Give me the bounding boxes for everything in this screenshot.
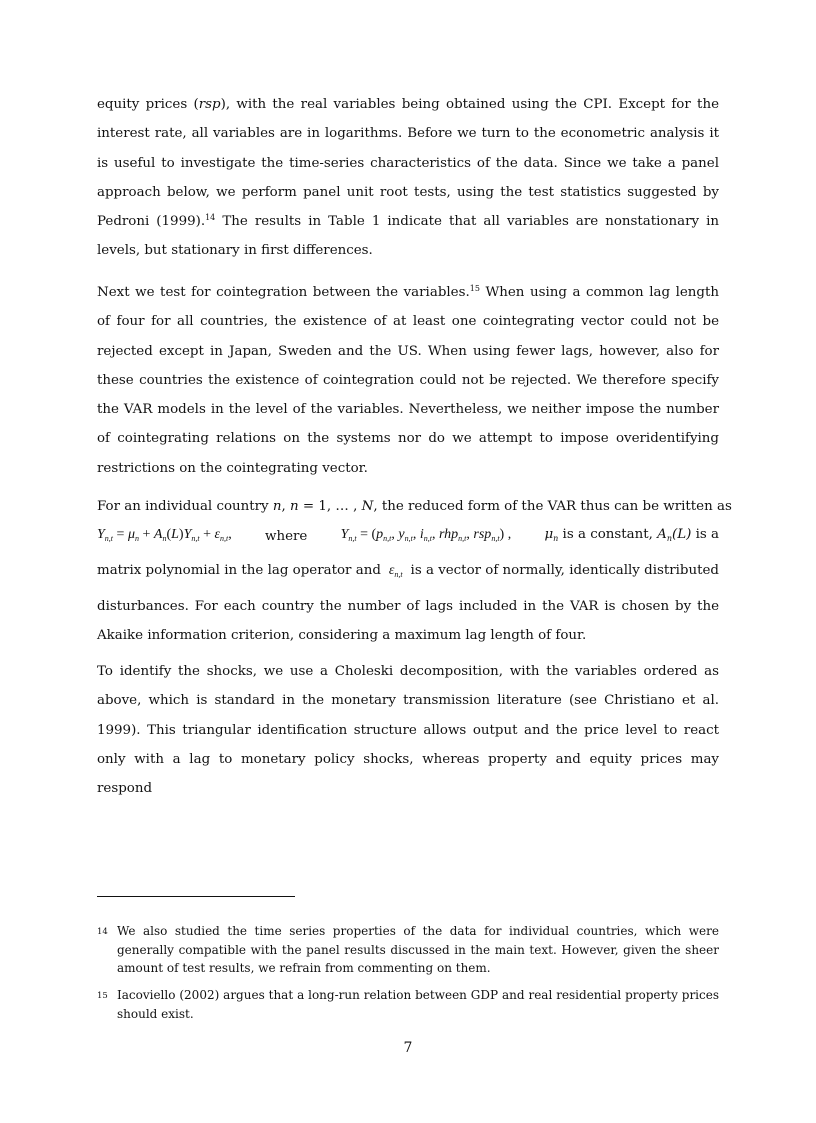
subscript-n: n <box>666 534 672 543</box>
paragraph-2 <box>97 278 719 483</box>
footnote-ref-14[interactable]: 14 <box>205 213 216 223</box>
footnote-number: 14 <box>97 927 108 937</box>
text-run: , <box>281 499 291 514</box>
paragraph-1 <box>97 90 719 266</box>
var-equation-line <box>97 522 719 551</box>
footnote-separator <box>97 896 295 897</box>
page-number: 7 <box>403 1040 413 1056</box>
text-run: matrix polynomial in the lag operator and <box>97 563 381 578</box>
footnote-text: Iacoviello (2002) argues that a long-run relation between GDP and real residential property prices should exist. <box>117 988 719 1021</box>
var-equation: $Y_{n,t} = \mu_n + A_n(L)Y_{n,t} + \varepsilon_{n,t}$, <box>97 527 232 543</box>
text-run: is a <box>691 527 719 542</box>
y-vector-definition: $Y_{n,t} = (p_{n,t}$, $y_{n,t}$, $i_{n,t}$, rhp$_{n,t}$, rsp$_{n,t}$) , <box>340 527 512 543</box>
footnote-ref-15[interactable]: 15 <box>469 284 480 293</box>
variable-A: A <box>657 527 667 542</box>
text-run: equity prices ( <box>97 97 199 112</box>
text-run: ), with the real variables being obtained using the CPI. Except for the interest rate, all variables are in logarithms. Before we turn to the econometric analysis it is useful to investigate the time-series characteristics of the data. Since we take a panel approach below, we perform panel unit root tests, using the test statistics suggested by Pedroni (1999). <box>97 97 719 230</box>
footnote-number: 15 <box>97 991 108 1001</box>
text-run: The results in Table 1 indicate that all variables are nonstationary in levels, but stationary in first differences. <box>97 214 719 259</box>
text-run: , the reduced form of the VAR thus can be written as <box>373 499 732 514</box>
text-run: Next we test for cointegration between the variables. <box>97 285 470 300</box>
footnote-14 <box>97 922 719 978</box>
paragraph-4: To identify the shocks, we use a Choleski decomposition, with the variables ordered as above, which is standard in the monetary transmission literature (see Christiano et al. 1999). This triangular identification structure allows output and the price level to react only with a lag to monetary policy shocks, whereas property and equity prices may respond <box>97 664 719 797</box>
mu-description: $\mu_n$ is a constant, $A_n(L)$ is a <box>544 527 719 543</box>
paragraph-3-rest: disturbances. For each country the number of lags included in the VAR is chosen by the Akaike information criterion, considering a maximum lag length of four. <box>97 599 719 644</box>
footnote-15 <box>97 986 719 1023</box>
variable-rsp: rsp <box>198 97 221 112</box>
text-run: When using a common lag length of four for all countries, the existence of at least one cointegrating vector could not be rejected except in Japan, Sweden and the US. When using fewer lags, however, also for these countries the existence of cointegration could not be rejected. We therefore specify the VAR models in the level of the variables. Nevertheless, we neither impose the number of cointegrating relations on the systems nor do we attempt to impose overidentifying restrictions on the cointegrating vector. <box>97 285 719 476</box>
text-run: For an individual country <box>97 499 273 514</box>
variable-n: n <box>290 499 299 514</box>
text-run: = 1, … , <box>298 499 362 514</box>
variable-n: n <box>272 499 282 514</box>
text-run: is a constant, <box>558 527 658 542</box>
epsilon-symbol: $\varepsilon_{n,t}$ <box>388 563 403 579</box>
variable-L: (L) <box>671 527 692 542</box>
variable-N: N <box>361 499 374 514</box>
text-run: where <box>265 529 308 544</box>
footnote-text: We also studied the time series properties of the data for individual countries, which were generally compatible with the panel results discussed in the main text. However, given the sheer amount of test results, we refrain from commenting on them. <box>117 924 719 975</box>
paragraph-3-line-1 <box>97 492 732 521</box>
text-run: is a vector of normally, identically distributed <box>410 563 719 578</box>
paragraph-3-line-3 <box>97 556 719 585</box>
